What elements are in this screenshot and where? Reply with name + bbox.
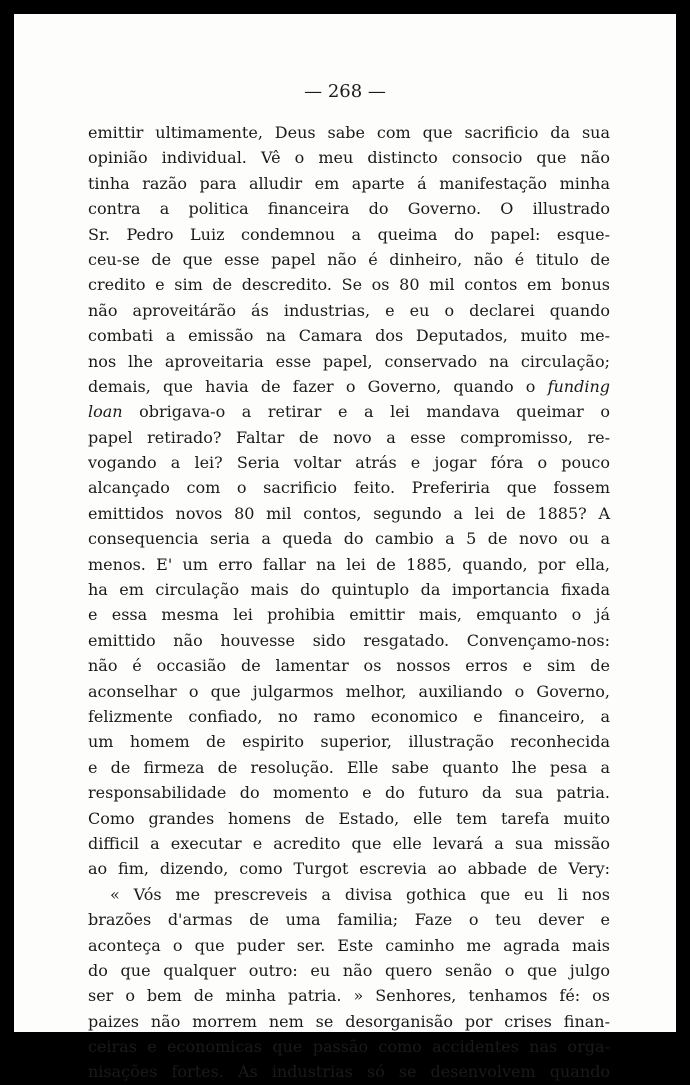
text-line: opinião individual. Vê o meu distincto consocio que não [88, 148, 610, 168]
body-text [88, 120, 610, 1085]
text-line: credito e sim de descredito. Se os 80 mil contos em bonus [88, 275, 610, 295]
text-line: ceiras e economicas que passão como accidentes nas orga- [88, 1037, 610, 1057]
text-line: emittido não houvesse sido resgatado. Convençamo-nos: [88, 630, 610, 650]
text-segment: obrigava-o a retirar e a lei mandava queimar o [122, 402, 610, 422]
text-line: responsabilidade do momento e do futuro da sua patria. [88, 783, 610, 803]
text-line-with-italic [88, 374, 610, 399]
text-line: e de firmeza de resolução. Elle sabe quanto lhe pesa a [88, 757, 610, 777]
text-line: menos. E' um erro fallar na lei de 1885, quando, por ella, [88, 554, 610, 574]
text-line: nos lhe aproveitaria esse papel, conservado na circulação; [88, 351, 610, 371]
italic-term-funding: funding [547, 376, 611, 396]
text-segment: demais, que havia de fazer o Governo, quando o [88, 376, 536, 396]
text-line: do que qualquer outro: eu não quero senão o que julgo [88, 960, 610, 980]
text-line: paizes não morrem nem se desorganisão por crises finan- [88, 1011, 610, 1031]
text-line: felizmente confiado, no ramo economico e financeiro, a [88, 706, 610, 726]
text-line: ser o bem de minha patria. » Senhores, tenhamos fé: os [88, 986, 610, 1006]
text-line: vogando a lei? Seria voltar atrás e jogar fóra o pouco [88, 453, 610, 473]
text-line: aconteça o que puder ser. Este caminho me agrada mais [88, 935, 610, 955]
text-line: contra a politica financeira do Governo. O illustrado [88, 199, 610, 219]
text-line: e essa mesma lei prohibia emittir mais, emquanto o já [88, 605, 610, 625]
text-line: tinha razão para alludir em aparte á manifestação minha [88, 173, 610, 193]
text-line: ao fim, dizendo, como Turgot escrevia ao abbade de Very: [88, 859, 610, 879]
document-page [14, 14, 676, 1082]
text-line: ceu-se de que esse papel não é dinheiro, não é titulo de [88, 249, 610, 269]
text-line: emittidos novos 80 mil contos, segundo a lei de 1885? A [88, 503, 610, 523]
text-line: consequencia seria a queda do cambio a 5 de novo ou a [88, 529, 610, 549]
text-line: alcançado com o sacrificio feito. Preferiria que fossem [88, 478, 610, 498]
text-line: um homem de espirito superior, illustração reconhecida [88, 732, 610, 752]
text-line: Sr. Pedro Luiz condemnou a queima do papel: esque- [88, 224, 610, 244]
text-line: nisações fortes. As industrias só se desenvolvem quando [88, 1062, 610, 1082]
text-line: ha em circulação mais do quintuplo da importancia fixada [88, 580, 610, 600]
text-line: não é occasião de lamentar os nossos erros e sim de [88, 656, 610, 676]
text-line-quote-start: « Vós me prescreveis a divisa gothica que eu li nos [110, 884, 610, 904]
text-line: emittir ultimamente, Deus sabe com que sacrificio da sua [88, 123, 610, 142]
text-line: Como grandes homens de Estado, elle tem tarefa muito [88, 808, 610, 828]
text-line: combati a emissão na Camara dos Deputados, muito me- [88, 326, 610, 346]
page-number: — 268 — [304, 81, 386, 102]
text-line: aconselhar o que julgarmos melhor, auxiliando o Governo, [88, 681, 610, 701]
text-line: brazões d'armas de uma familia; Faze o teu dever e [88, 910, 610, 930]
text-line-with-italic [88, 399, 610, 424]
text-line: difficil a executar e acredito que elle levará a sua missão [88, 833, 610, 853]
text-line: papel retirado? Faltar de novo a esse compromisso, re- [88, 427, 610, 447]
italic-term-loan: loan [88, 402, 123, 422]
text-line: não aproveitárão ás industrias, e eu o declarei quando [88, 300, 610, 320]
